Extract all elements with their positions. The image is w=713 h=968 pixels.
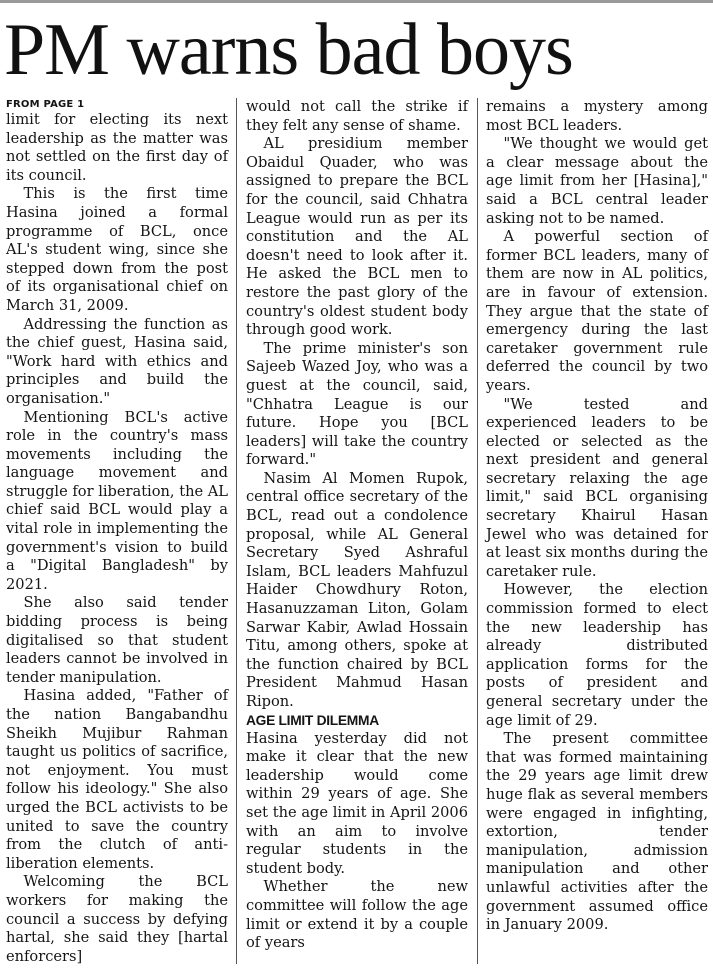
paragraph: Whether the new committee will follow the age limit or extend it by a couple of years xyxy=(246,878,468,952)
subheading: AGE LIMIT DILEMMA xyxy=(246,712,379,728)
paragraph: would not call the strike if they felt any sense of shame. xyxy=(246,98,468,134)
continuation-kicker: FROM PAGE 1 xyxy=(6,99,85,110)
paragraph: The present committee that was formed maintaining the 29 years age limit drew huge flak as several members were engaged in infighting, extortion, tender manipulation, admission manipulation and other unlawful activities after the government assumed office in January 2009. xyxy=(486,730,708,934)
paragraph: "We tested and experienced leaders to be elected or selected as the next president and general secretary relaxing the age limit," said BCL organising secretary Khairul Hasan Jewel who was detained for at least six months during the caretaker rule. xyxy=(486,395,708,580)
paragraph: Mentioning BCL's active role in the country's mass movements including the language movement and struggle for liberation, the AL chief said BCL would play a vital role in implementing the government's vision to build a "Digital Bangladesh" by 2021. xyxy=(6,408,228,593)
paragraph: Hasina added, "Father of the nation Bangabandhu Sheikh Mujibur Rahman taught us politics of sacrifice, not enjoyment. You must follow his ideology." She also urged the BCL activists to be united to save the country from the clutch of anti-liberation elements. xyxy=(6,687,228,872)
paragraph: A powerful section of former BCL leaders, many of them are now in AL politics, are in favour of extension. They argue that the state of emergency during the last caretaker government rule deferred the council by two years. xyxy=(486,228,708,394)
paragraph: This is the first time Hasina joined a formal programme of BCL, once AL's student wing, since she stepped down from the post of its organisational chief on March 31, 2009. xyxy=(6,185,228,314)
paragraph: However, the election commission formed to elect the new leadership has already distributed application forms for the posts of president and general secretary under the age limit of 29. xyxy=(486,581,708,729)
paragraph: She also said tender bidding process is being digitalised so that student leaders cannot be involved in tender manipulation. xyxy=(6,594,228,686)
paragraph: Addressing the function as the chief guest, Hasina said, "Work hard with ethics and principles and build the organisation." xyxy=(6,315,228,407)
paragraph: Hasina yesterday did not make it clear that the new leadership would come within 29 years of age. She set the age limit in April 2006 with an aim to involve regular students in the student body. xyxy=(246,729,468,877)
paragraph: remains a mystery among most BCL leaders. xyxy=(486,98,708,134)
column-1 xyxy=(6,98,228,966)
paragraph: limit for electing its next leadership as the matter was not settled on the first day of its council. xyxy=(6,111,228,184)
paragraph: AL presidium member Obaidul Quader, who was assigned to prepare the BCL for the council, said Chhatra League would run as per its constitution and the AL doesn't need to look after it. He asked the BCL men to restore the past glory of the country's oldest student body through good work. xyxy=(246,135,468,339)
paragraph: The prime minister's son Sajeeb Wazed Joy, who was a guest at the council, said, "Chhatra League is our future. Hope you [BCL leaders] will take the country forward." xyxy=(246,339,468,469)
paragraph: Nasim Al Momen Rupok, central office secretary of the BCL, read out a condolence proposal, while AL General Secretary Syed Ashraful Islam, BCL leaders Mahfuzul Haider Chowdhury Roton, Hasanuzzaman Liton, Golam Sarwar Kabir, Awlad Hossain Titu, among others, spoke at the function chaired by BCL President Mahmud Hasan Ripon. xyxy=(246,469,468,710)
column-rule-2 xyxy=(477,98,478,964)
headline: PM warns bad boys xyxy=(4,9,573,91)
top-rule xyxy=(0,0,713,3)
column-2 xyxy=(246,98,468,953)
paragraph: "We thought we would get a clear message about the age limit from her [Hasina]," said a BCL central leader asking not to be named. xyxy=(486,135,708,227)
paragraph: Welcoming the BCL workers for making the council a success by defying hartal, she said they [hartal enforcers] xyxy=(6,873,228,965)
column-rule-1 xyxy=(236,98,237,964)
column-3 xyxy=(486,98,708,935)
